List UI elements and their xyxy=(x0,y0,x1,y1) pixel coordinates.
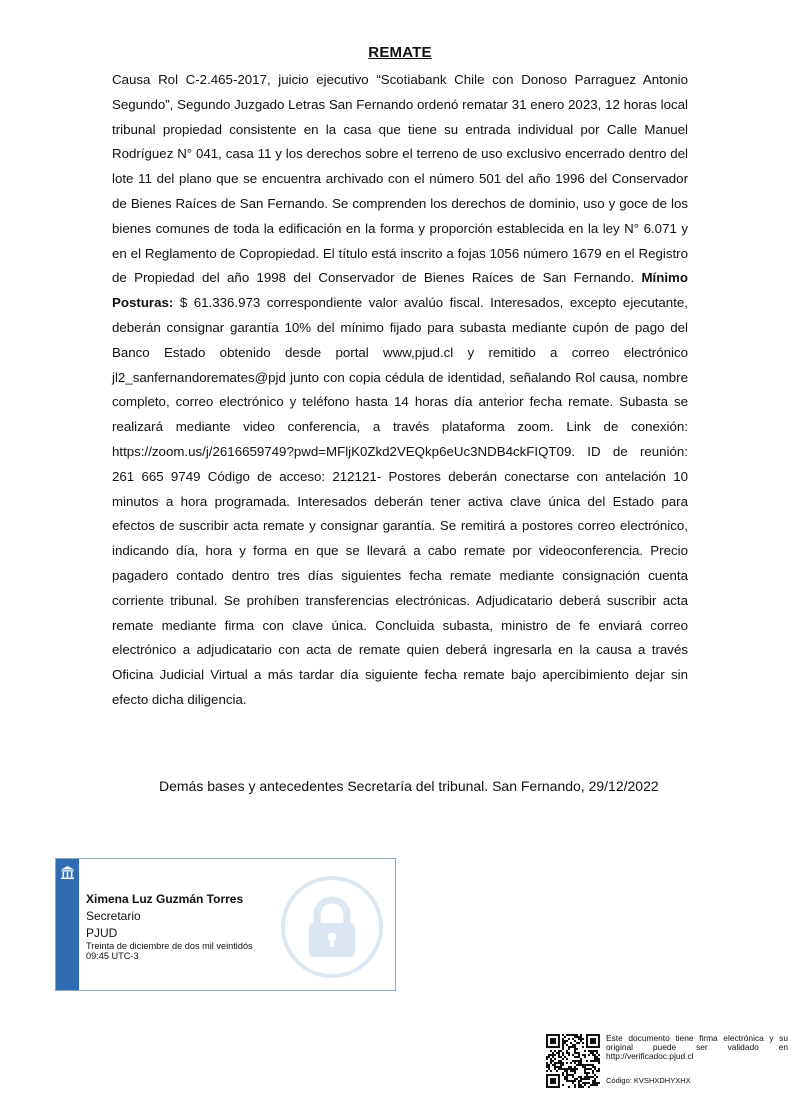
signer-organization: PJUD xyxy=(86,926,118,940)
court-building-icon xyxy=(60,865,75,880)
signer-role: Secretario xyxy=(86,909,141,923)
signer-name: Ximena Luz Guzmán Torres xyxy=(86,892,244,906)
closing-line: Demás bases y antecedentes Secretaría del tribunal. San Fernando, 29/12/2022 xyxy=(159,778,659,794)
signature-date-line1: Treinta de diciembre de dos mil veintidós xyxy=(86,941,253,951)
verification-code: Código: KVSHXDHYXHX xyxy=(606,1076,691,1085)
document-title: REMATE xyxy=(368,44,432,61)
signature-accent-bar xyxy=(56,859,79,990)
body-text-part1: Causa Rol C-2.465-2017, juicio ejecutivo “Scotiabank Chile con Donoso Parraguez Antonio Segundo”, Segundo Juzgado Letras San Fernando ordenó rematar 31 enero 2023, 12 horas local tribunal propiedad consistente en la casa que tiene su entrada individual por Calle Manuel Rodríguez N° 041, casa 11 y los derechos sobre el terreno de uso exclusivo encerrado dentro del lote 11 del plano que se encuentra archivado con el número 501 del año 1996 del Conservador de Bienes Raíces de San Fernando. Se comprenden los derechos de dominio, uso y goce de los bienes comunes de toda la edificación en la forma y proporción establecida en la ley N° 6.071 y en el Reglamento de Copropiedad. El título está inscrito a fojas 1056 número 1679 en el Registro de Propiedad del año 1998 del Conservador de Bienes Raíces de San Fernando. xyxy=(112,72,688,286)
electronic-signature-box xyxy=(55,858,396,991)
signature-date-line2: 09:45 UTC-3 xyxy=(86,950,139,961)
signature-date xyxy=(86,942,286,961)
minimum-bid-label: Mínimo Posturas: xyxy=(112,270,688,311)
lock-icon xyxy=(280,875,384,979)
verification-notice: Este documento tiene firma electrónica y su original puede ser validado en http://verificadoc.pjud.cl xyxy=(606,1033,788,1061)
qr-code-icon xyxy=(546,1034,600,1088)
document-body xyxy=(112,68,688,713)
body-text-part2: $ 61.336.973 correspondiente valor avalúo fiscal. Interesados, excepto ejecutante, deberán consignar garantía 10% del mínimo fijado para subasta mediante cupón de pago del Banco Estado obtenido desde portal www,pjud.cl y remitido a correo electrónico jl2_sanfernandoremates@pjd junto con copia cédula de identidad, señalando Rol causa, nombre completo, correo electrónico y teléfono hasta 14 horas día anterior fecha remate. Subasta se realizará mediante video conferencia, a través plataforma zoom. Link de conexión: https://zoom.us/j/2616659749?pwd=MFljK0Zkd2VEQkp6eUc3NDB4ckFIQT09. ID de reunión: 261 665 9749 Código de acceso: 212121- Postores deberán conectarse con antelación 10 minutos a hora programada. Interesados deberán tener activa clave única del Estado para efectos de suscribir acta remate y consignar garantía. Se remitirá a postores correo electrónico, indicando día, hora y forma en que se llevará a cabo remate por videoconferencia. Precio pagadero contado dentro tres días siguientes fecha remate mediante consignación cuenta corriente tribunal. Se prohíben transferencias electrónicas. Adjudicatario deberá suscribir acta remate mediante firma con clave única. Concluida subasta, ministro de fe enviará correo electrónico a adjudicatario con acta de remate quien deberá ingresarla en la causa a través Oficina Judicial Virtual a más tardar día siguiente fecha remate bajo apercibimiento dejar sin efecto dicha diligencia. xyxy=(112,295,688,707)
